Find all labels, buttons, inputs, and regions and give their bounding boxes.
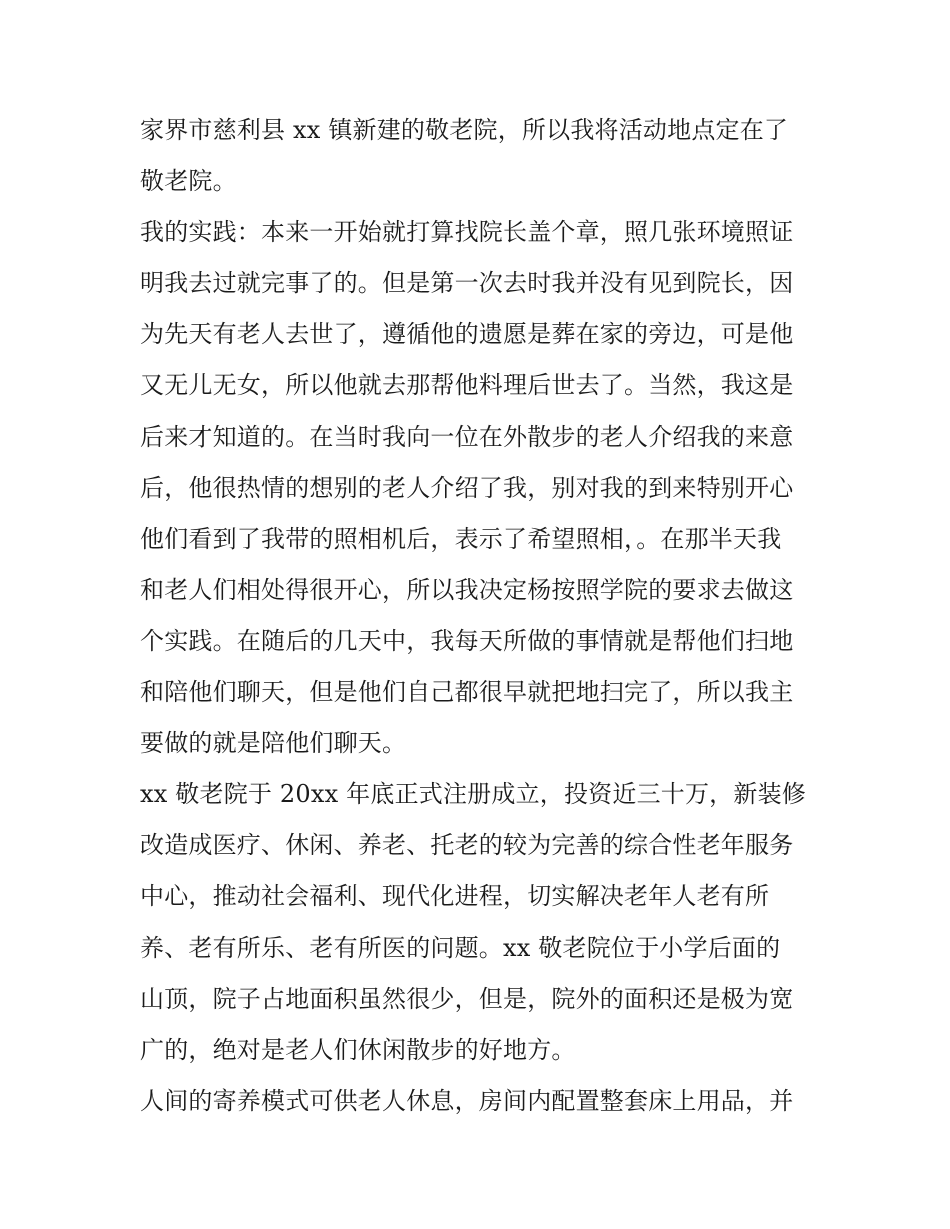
text-line-15: 改造成医疗、休闲、养老、托老的较为完善的综合性老年服务 xyxy=(140,831,794,860)
text-line-17: 养、老有所乐、老有所医的问题。xx 敬老院位于小学后面的 xyxy=(140,933,781,962)
text-line-20: 人间的寄养模式可供老人休息，房间内配置整套床上用品，并 xyxy=(140,1086,794,1115)
text-line-9: 他们看到了我带的照相机后，表示了希望照相，。在那半天我 xyxy=(140,524,782,553)
text-line-6: 又无儿无女，所以他就去那帮他料理后世去了。当然，我这是 xyxy=(140,371,794,400)
text-line-18: 山顶，院子占地面积虽然很少，但是，院外的面积还是极为宽 xyxy=(140,984,794,1013)
text-line-7: 后来才知道的。在当时我向一位在外散步的老人介绍我的来意 xyxy=(140,422,794,451)
text-line-12: 和陪他们聊天，但是他们自己都很早就把地扫完了，所以我主 xyxy=(140,678,794,707)
text-line-11: 个实践。在随后的几天中，我每天所做的事情就是帮他们扫地 xyxy=(140,626,794,655)
text-line-1: 家界市慈利县 xx 镇新建的敬老院，所以我将活动地点定在了 xyxy=(140,116,789,144)
text-line-19: 广的，绝对是老人们休闲散步的好地方。 xyxy=(140,1035,576,1064)
text-line-3: 我的实践：本来一开始就打算找院长盖个章，照几张环境照证 xyxy=(140,218,794,247)
text-line-16: 中心，推动社会福利、现代化进程，切实解决老年人老有所 xyxy=(140,882,770,911)
document-body xyxy=(140,105,820,1127)
text-line-4: 明我去过就完事了的。但是第一次去时我并没有见到院长，因 xyxy=(140,269,794,298)
text-line-10: 和老人们相处得很开心，所以我决定杨按照学院的要求去做这 xyxy=(140,575,794,604)
text-line-13: 要做的就是陪他们聊天。 xyxy=(140,729,407,758)
text-line-14: xx 敬老院于 20xx 年底正式注册成立，投资近三十万，新装修 xyxy=(140,780,806,809)
text-line-8: 后，他很热情的想别的老人介绍了我，别对我的到来特别开心 xyxy=(140,473,794,502)
text-line-5: 为先天有老人去世了，遵循他的遗愿是葬在家的旁边，可是他 xyxy=(140,320,794,349)
text-line-2: 敬老院。 xyxy=(140,167,237,196)
